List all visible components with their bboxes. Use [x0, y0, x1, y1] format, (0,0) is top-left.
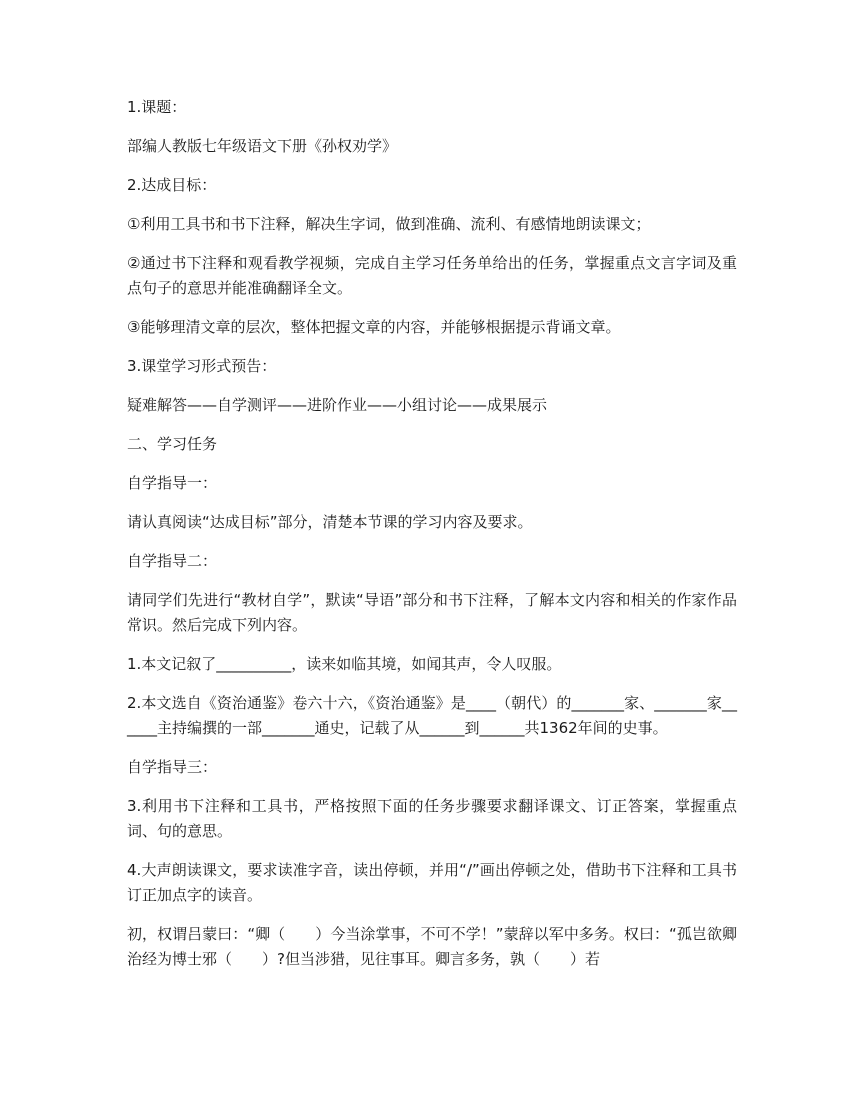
guide-3-heading: 自学指导三： [127, 758, 218, 776]
section-learning-tasks: 二、学习任务 [127, 435, 218, 453]
heading-class-format: 3.课堂学习形式预告： [127, 357, 277, 375]
lesson-title: 部编人教版七年级语文下册《孙权劝学》 [127, 137, 398, 155]
goal-item-1: ①利用工具书和书下注释，解决生字词，做到准确、流利、有感情地朗读课文； [127, 215, 651, 233]
goal-item-3: ③能够理清文章的层次，整体把握文章的内容，并能够根据提示背诵文章。 [127, 318, 621, 336]
goal-item-2: ②通过书下注释和观看教学视频，完成自主学习任务单给出的任务，掌握重点文言字词及重点句子的意思并能准确翻译全文。 [127, 254, 737, 297]
heading-topic: 1.课题： [127, 98, 187, 116]
classical-text-excerpt: 初，权谓吕蒙曰：“卿（ ）今当涂掌事，不可不学！”蒙辞以军中多务。权曰：“孤岂欲卿治经为博士邪（ ）?但当涉猎，见往事耳。卿言多务，孰（ ）若 [127, 925, 737, 968]
question-2: 2.本文选自《资治通鉴》卷六十六，《资治通鉴》是____（朝代）的_______家、_______家______主持编撰的一部_______通史，记载了从______到______共1362年间的史事。 [127, 694, 737, 737]
question-1: 1.本文记叙了__________，读来如临其境，如闻其声，令人叹服。 [127, 655, 562, 673]
task-3: 3.利用书下注释和工具书，严格按照下面的任务步骤要求翻译课文、订正答案，掌握重点词、句的意思。 [127, 797, 737, 840]
guide-2-heading: 自学指导二： [127, 552, 218, 570]
class-format-steps: 疑难解答——自学测评——进阶作业——小组讨论——成果展示 [127, 396, 548, 414]
document-body [127, 95, 737, 982]
guide-2-text: 请同学们先进行“教材自学”，默读“导语”部分和书下注释，了解本文内容和相关的作家作品常识。然后完成下列内容。 [127, 591, 737, 634]
guide-1-heading: 自学指导一： [127, 474, 218, 492]
heading-goals: 2.达成目标： [127, 176, 217, 194]
guide-1-text: 请认真阅读“达成目标”部分，清楚本节课的学习内容及要求。 [127, 513, 533, 531]
task-4: 4.大声朗读课文，要求读准字音，读出停顿，并用“/”画出停顿之处，借助书下注释和工具书订正加点字的读音。 [127, 861, 737, 904]
